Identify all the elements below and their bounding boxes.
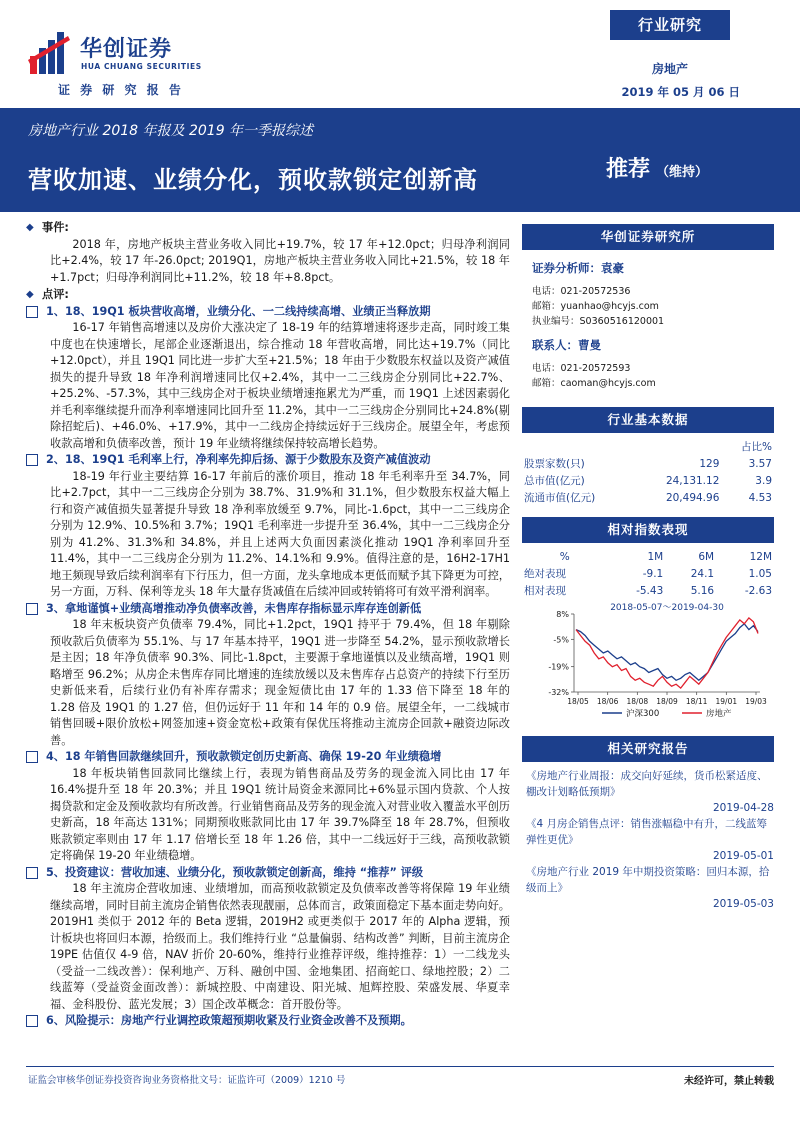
section-2-heading: 2、18、19Q1 毛利率上行，净利率先抑后扬、源于少数股东及资产减值波动	[26, 452, 510, 469]
footer-copyright: 未经许可，禁止转载	[684, 1076, 774, 1087]
analyst-2-name: 曹曼	[578, 338, 601, 352]
index-performance-table	[522, 549, 774, 600]
chart-title: 2018-05-07～2019-04-30	[610, 603, 724, 613]
event-heading	[26, 220, 510, 237]
y-tick-label: 8%	[556, 610, 569, 619]
institute-bar: 华创证券研究所	[522, 224, 774, 250]
y-tick-label: -19%	[548, 662, 569, 672]
rating-value: 推荐	[606, 157, 651, 182]
checkbox-bullet-icon	[26, 751, 38, 763]
table-header-row: % 1M 6M 12M	[559, 551, 772, 563]
company-logo	[28, 30, 228, 80]
analyst-2	[522, 337, 774, 391]
event-label: 事件:	[42, 221, 69, 234]
report-date: 2019 年 05 月 06 日	[621, 85, 740, 99]
main-content	[26, 220, 510, 1030]
legend-label: 房地产	[706, 709, 732, 719]
section-2-text: 18-19 年行业主要结算 16-17 年前后的涨价项目，推动 18 年毛利率升至 34.7%，同比+2.7pct，其中一二三线房企分别为 38.7%、31.9%和 31.1%，但少数股东权益大幅上行和资产减值损失显著提升导致 18 净利率放缓至 9.7%，同比-1.6pct，其中一二三线房企分别为 12.9%、10.5%和 3.7%；19Q1 毛利率进一步提升至 36.4%，其中一二三线房企分别为 41.2%、31.3%和 34.8%，并且上述两大负面因素淡化推动 19Q1 净利率回升至 11.4%，其中一二三线房企分别为 11.2%、14.1%和 9.9%。值得注意的是，16H2-17H1 地王频现导致后续利润率有下行压力，但一方面，龙头拿地成本更低而赋予其下降更为可控，另一方面，万科、保利等龙头 18 年大量存货减值在后续冲回或转销将可有效平滑利润率。	[50, 469, 510, 598]
related-report-title[interactable]: 《房地产行业 2019 年中期投资策略：回归本源，拾级而上》	[526, 866, 770, 894]
sidebar	[522, 224, 774, 912]
x-tick-label: 18/06	[596, 697, 619, 706]
report-type: 证 券 研 究 报 告	[58, 83, 184, 97]
analyst-2-email[interactable]: 邮箱：caoman@hcyjs.com	[532, 378, 656, 389]
footer-license: 证监会审核华创证券投资咨询业务资格批文号：证监许可（2009）1210 号	[28, 1075, 346, 1086]
related-reports-bar: 相关研究报告	[522, 736, 774, 762]
x-tick-label: 18/11	[685, 697, 708, 706]
related-report-title[interactable]: 《房地产行业周报：成交向好延续，货币松紧适度、棚改计划略低预期》	[526, 770, 768, 798]
comment-label: 点评:	[42, 288, 69, 301]
related-report-title[interactable]: 《4 月房企销售点评：销售涨幅稳中有升，二线蓝筹弹性更优》	[526, 818, 768, 846]
section-6-heading: 6、风险提示：房地产行业调控政策超预期收紧及行业资金改善不及预期。	[26, 1013, 510, 1030]
footer-divider	[26, 1066, 774, 1067]
company-name-cn: 华创证券	[80, 37, 173, 62]
section-3-text: 18 年末板块资产负债率 79.4%，同比+1.2pct，19Q1 持平于 79.4%，但 18 年剔除预收款后负债率为 55.1%、与 17 年基本持平，19Q1 进一步降至 54.2%，显示预收款增长是主因；18 年净负债率 90.3%、同比-1.8pct，主要源于拿地谨慎以及业绩高增，19Q1 则略增至 96.2%；从房企未售库存同比增速的连续放缓以及未售库存占总资产的持续下行至历史新低来看，后续行业仍有补库存需求；现金短债比由 17 年的 1.33 倍下降至 18 年的 1.28 倍及 19Q1 的 1.27 倍，但仍远好于 11 年和 14 年的 0.9 倍。展望全年，一二线城市销售回暖+限价放松+网签加速+资金宽松+政策有保优压将推动主流房企回款+融资边际改善。	[50, 618, 510, 747]
checkbox-bullet-icon	[26, 454, 38, 466]
checkbox-bullet-icon	[26, 867, 38, 879]
rating	[606, 152, 708, 183]
checkbox-bullet-icon	[26, 306, 38, 318]
rating-note: （维持）	[656, 165, 709, 180]
report-subtitle: 房地产行业 2018 年报及 2019 年一季报综述	[28, 123, 314, 139]
analyst-1-title: 证券分析师：袁豪	[532, 261, 624, 275]
table-row: 总市值(亿元) 24,131.12 3.9	[524, 475, 772, 487]
section-5-text: 18 年主流房企营收加速、业绩增加，而高预收款锁定及负债率改善等将保障 19 年业绩继续高增，同时目前主流房企销售依然表现靓丽，总体而言，政策面稳定下基本面走势向好。2019H1 类似于 2012 年的 Beta 逻辑，2019H2 或更类似于 2017 年的 Alpha 逻辑，预计板块也将回归本源，拾级而上。我们维持行业 “总量偏弱、结构改善” 判断，目前主流房企 19PE 估值仅 4-9 倍，NAV 折价 20-60%，维持行业推荐评级，维持推荐：1）一二线龙头（受益一二线改善）：保利地产、万科、融创中国、金地集团、招商蛇口、绿地控股；2）二线蓝筹（受益资金面改善）：新城控股、中南建设、阳光城、旭辉控股、荣盛发展、华夏幸福、金科股份、蓝光发展；3）国企改革概念：首开股份等。	[50, 882, 510, 1011]
index-performance-bar: 相对指数表现	[522, 517, 774, 543]
table-header-row	[522, 439, 774, 456]
checkbox-bullet-icon	[26, 1015, 38, 1027]
sector-label: 房地产	[651, 62, 688, 76]
relative-performance-chart	[522, 600, 774, 724]
x-tick-label: 18/05	[567, 697, 589, 706]
table-row: 股票家数(只) 129 3.57	[524, 458, 772, 470]
section-1-heading: 1、18、19Q1 板块营收高增，业绩分化、一二线持续高增、业绩正当释放期	[26, 304, 510, 321]
analyst-1-name: 袁豪	[601, 261, 624, 275]
section-4-text: 18 年板块销售回款同比继续上行，表现为销售商品及劳务的现金流入同比由 17 年 16.4%提升至 18 年 20.3%；并且 19Q1 统计局资金来源同比+6%显示国内贷款、个人按揭贷款和定金及预收款均有所改善。行业销售商品及劳务的现金流入对营业收入覆盖水平创历史新高，18 年高达 131%；同期预收账款同比由 17 年 39.7%降至 18 年 28.7%，但预收账款锁定率则由 17 年 1.17 倍增长至 18 年 1.26 倍，其中一二线远好于三线，高预收款锁定将确保 19-20 年业绩稳增。	[50, 766, 510, 862]
basic-data-bar: 行业基本数据	[522, 407, 774, 433]
y-tick-label: -5%	[553, 635, 569, 645]
legend-label: 沪深300	[626, 709, 660, 719]
diamond-bullet-icon: ◆	[26, 289, 34, 300]
table-row: 流通市值(亿元) 20,494.96 4.53	[524, 492, 772, 504]
company-logo-icon	[28, 30, 74, 76]
pct-header: 占比%	[741, 441, 772, 453]
checkbox-bullet-icon	[26, 603, 38, 615]
x-tick-label: 18/08	[626, 697, 649, 706]
related-report-date: 2019-05-01	[712, 850, 774, 862]
diamond-bullet-icon: ◆	[26, 222, 34, 233]
industry-research-tag: 行业研究	[610, 10, 730, 40]
comment-heading	[26, 287, 510, 304]
company-name-en: HUA CHUANG SECURITIES	[81, 62, 202, 71]
section-1-text: 16-17 年销售高增速以及房价大涨决定了 18-19 年的结算增速将逐步走高，同时竣工集中度也在快速增长，尾部企业逐渐退出，综合推动 18 年营收高增，同比达+19.7%（同比+12.0pct），并且 19Q1 同比进一步扩大至+21.5%；18 年由于少数股东权益以及资产减值损失的提升导致 18 年净利润增速同比仅+2.4%，其中一二三线房企分别同比+22.7%、+25.2%、-57.3%，其中三线房企对于板块业绩增速拖累尤为严重，而 19Q1 上述因素弱化并毛利率继续提升而净利率增速同比回升至 11.2%，其中一二三线房企分别同比+24.8%(剔除招蛇后)、+46.0%、+17.9%，其中一二线房企持续远好于三线房企。展望全年，考虑预收款高增和负债率改善，预计 19 年业绩将继续保持较高增长趋势。	[50, 321, 510, 450]
analyst-1-phone: 电话：021-20572536	[532, 286, 631, 297]
analyst-1-cert: 执业编号：S0360516120001	[532, 316, 665, 327]
y-tick-label: -32%	[548, 688, 569, 697]
comment-sections	[26, 304, 510, 1030]
analyst-1-email[interactable]: 邮箱：yuanhao@hcyjs.com	[532, 301, 659, 312]
table-row: 绝对表现 -9.1 24.1 1.05	[524, 568, 772, 580]
section-3-heading: 3、拿地谨慎+业绩高增推动净负债率改善，未售库存指标显示库存连创新低	[26, 601, 510, 618]
basic-data-table	[522, 439, 774, 507]
analyst-1	[522, 260, 774, 329]
x-tick-label: 19/03	[745, 697, 767, 706]
analyst-2-phone: 电话：021-20572593	[532, 363, 631, 374]
related-report-date: 2019-04-28	[712, 802, 774, 814]
analyst-2-title: 联系人：曹曼	[532, 338, 601, 352]
event-text: 2018 年，房地产板块主营业务收入同比+19.7%，较 17 年+12.0pct；归母净利润同比+2.4%，较 17 年-26.0pct; 2019Q1，房地产板块主营业务收入同比+21.5%，较 18 年+1.7pct；归母净利润同比+11.2%，较 18 年+8.8pct。	[50, 237, 510, 284]
section-4-heading: 4、18 年销售回款继续回升，预收款锁定创历史新高、确保 19-20 年业绩稳增	[26, 749, 510, 766]
related-reports-list	[522, 768, 774, 912]
report-title: 营收加速、业绩分化，预收款锁定创新高	[28, 166, 478, 194]
table-row: 相对表现 -5.43 5.16 -2.63	[524, 585, 772, 597]
title-banner	[0, 108, 800, 212]
related-report-date: 2019-05-03	[712, 898, 774, 910]
section-5-heading: 5、投资建议：营收加速、业绩分化，预收款锁定创新高，维持 “推荐” 评级	[26, 865, 510, 882]
x-tick-label: 19/01	[715, 697, 738, 706]
x-tick-label: 18/09	[656, 697, 678, 706]
